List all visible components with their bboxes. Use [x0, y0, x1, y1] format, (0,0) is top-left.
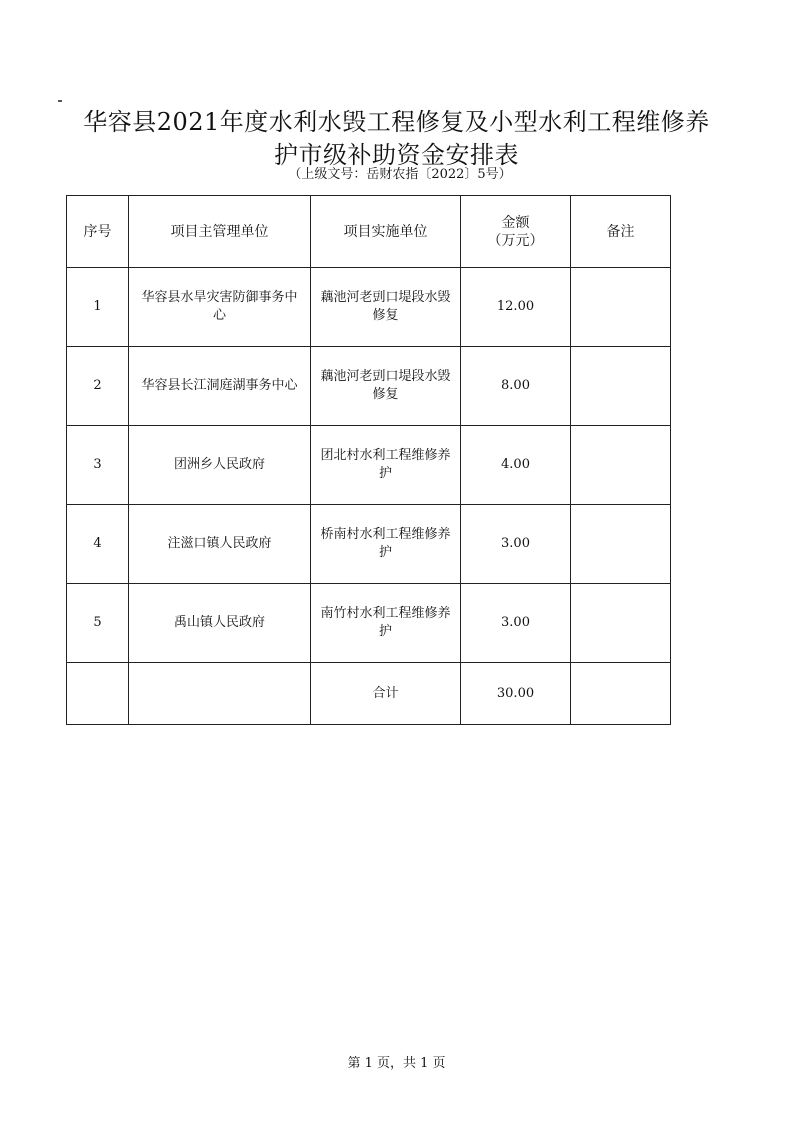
cell-remark — [571, 426, 671, 505]
total-manager-cell — [129, 663, 311, 725]
total-amount: 30.00 — [461, 663, 571, 725]
cell-implementer: 藕池河老剅口堤段水毁修复 — [311, 347, 461, 426]
cell-index: 1 — [67, 268, 129, 347]
total-remark-cell — [571, 663, 671, 725]
cell-index: 4 — [67, 505, 129, 584]
title-line-2: 护市级补助资金安排表 — [274, 141, 519, 169]
total-row — [67, 663, 671, 725]
cell-manager: 华容县长江洞庭湖事务中心 — [129, 347, 311, 426]
page-footer: 第 1 页，共 1 页 — [347, 1056, 446, 1071]
table-row — [67, 584, 671, 663]
cell-implementer: 藕池河老剅口堤段水毁修复 — [311, 268, 461, 347]
header-remark: 备注 — [571, 196, 671, 268]
header-index: 序号 — [67, 196, 129, 268]
cell-amount: 12.00 — [461, 268, 571, 347]
cell-implementer: 桥南村水利工程维修养护 — [311, 505, 461, 584]
header-amount-label: 金额 （万元） — [487, 214, 544, 249]
table-row — [67, 268, 671, 347]
cell-remark — [571, 584, 671, 663]
cell-index: 5 — [67, 584, 129, 663]
header-amount — [461, 196, 571, 268]
table-header-row — [67, 196, 671, 268]
reference-number: （上级文号：岳财农指〔2022〕5号） — [288, 167, 512, 182]
header-implementer: 项目实施单位 — [311, 196, 461, 268]
document-title — [40, 106, 753, 172]
cell-index: 3 — [67, 426, 129, 505]
cell-implementer: 南竹村水利工程维修养护 — [311, 584, 461, 663]
cell-remark — [571, 505, 671, 584]
cell-remark — [571, 268, 671, 347]
total-label: 合计 — [311, 663, 461, 725]
table-body — [67, 268, 671, 725]
cell-manager: 团洲乡人民政府 — [129, 426, 311, 505]
cell-amount: 8.00 — [461, 347, 571, 426]
cell-index: 2 — [67, 347, 129, 426]
table-row — [67, 426, 671, 505]
cell-amount: 4.00 — [461, 426, 571, 505]
table-row — [67, 505, 671, 584]
cell-manager: 华容县水旱灾害防御事务中心 — [129, 268, 311, 347]
cell-amount: 3.00 — [461, 584, 571, 663]
cell-implementer: 团北村水利工程维修养护 — [311, 426, 461, 505]
cell-amount: 3.00 — [461, 505, 571, 584]
cell-remark — [571, 347, 671, 426]
funding-table — [66, 195, 671, 725]
header-manager: 项目主管理单位 — [129, 196, 311, 268]
cell-manager: 注滋口镇人民政府 — [129, 505, 311, 584]
cell-manager: 禹山镇人民政府 — [129, 584, 311, 663]
scan-mark — [58, 100, 62, 102]
total-index-cell — [67, 663, 129, 725]
title-line-1: 华容县2021年度水利水毁工程修复及小型水利工程维修养 — [83, 108, 710, 136]
table-row — [67, 347, 671, 426]
